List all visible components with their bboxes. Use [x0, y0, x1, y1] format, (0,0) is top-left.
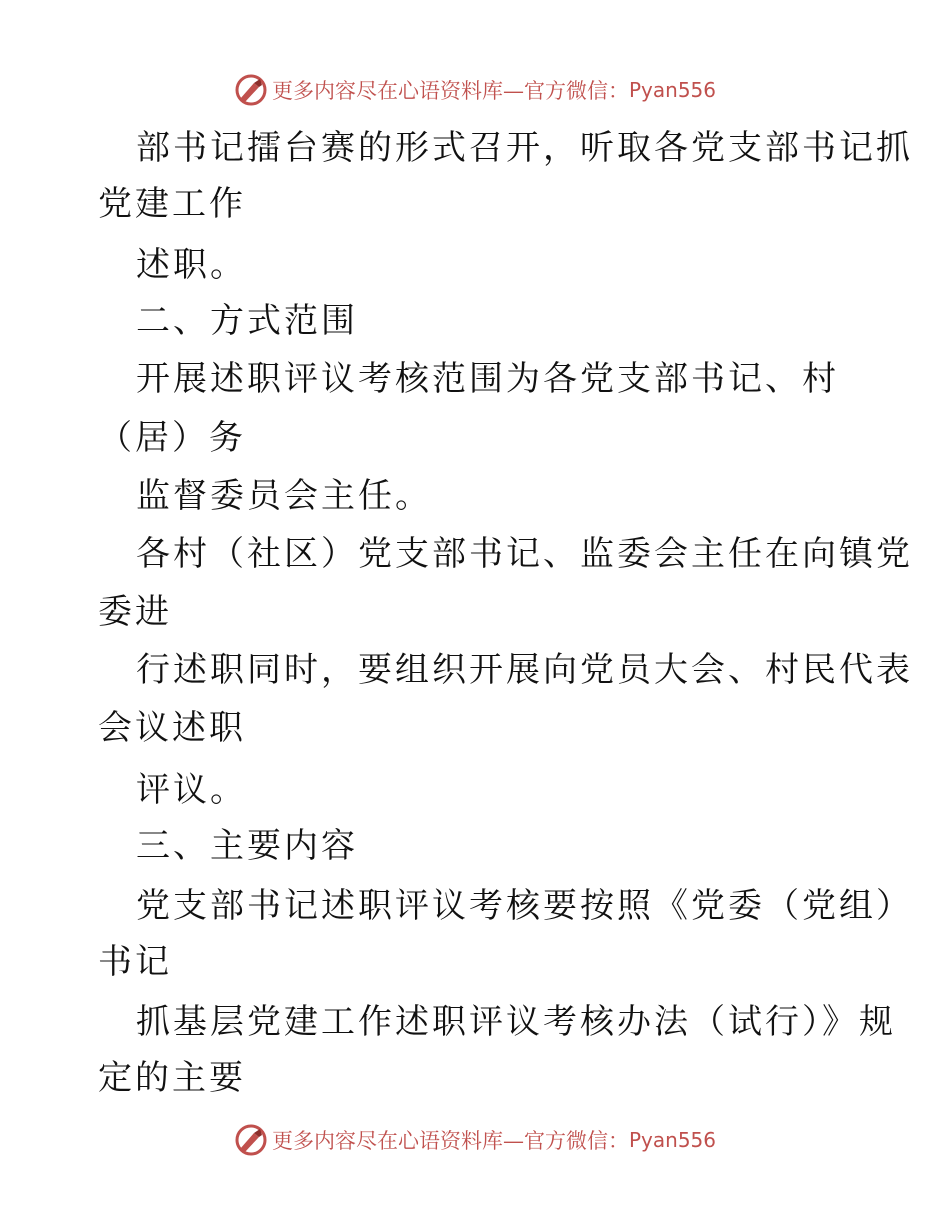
text-line: 行述职同时，要组织开展向党员大会、村民代表 [136, 650, 913, 690]
text-line: （居）务 [98, 418, 246, 458]
footer-banner-wechat: Pyan556 [628, 1128, 716, 1152]
footer-banner [0, 1120, 950, 1160]
text-line: 监督委员会主任。 [136, 476, 432, 516]
header-banner-wechat: Pyan556 [628, 78, 716, 102]
text-line: 党支部书记述职评议考核要按照《党委（党组） [136, 886, 913, 926]
footer-banner-text: 更多内容尽在心语资料库—官方微信： [271, 1129, 629, 1153]
text-line: 三、主要内容 [136, 826, 358, 866]
text-line: 二、方式范围 [136, 301, 358, 341]
header-banner-text: 更多内容尽在心语资料库—官方微信： [271, 79, 629, 103]
text-line: 述职。 [136, 245, 247, 285]
pen-nib-logo-icon [234, 1123, 268, 1157]
text-line: 委进 [98, 592, 172, 632]
text-line: 书记 [98, 942, 172, 982]
text-line: 党建工作 [98, 184, 246, 224]
text-line: 各村（社区）党支部书记、监委会主任在向镇党 [136, 534, 913, 574]
text-line: 开展述职评议考核范围为各党支部书记、村 [136, 359, 839, 399]
text-line: 会议述职 [98, 708, 246, 748]
text-line: 定的主要 [98, 1058, 246, 1098]
text-line: 部书记擂台赛的形式召开，听取各党支部书记抓 [136, 128, 913, 168]
text-line: 评议。 [136, 770, 247, 810]
text-line: 抓基层党建工作述职评议考核办法（试行）》规 [136, 1002, 896, 1042]
